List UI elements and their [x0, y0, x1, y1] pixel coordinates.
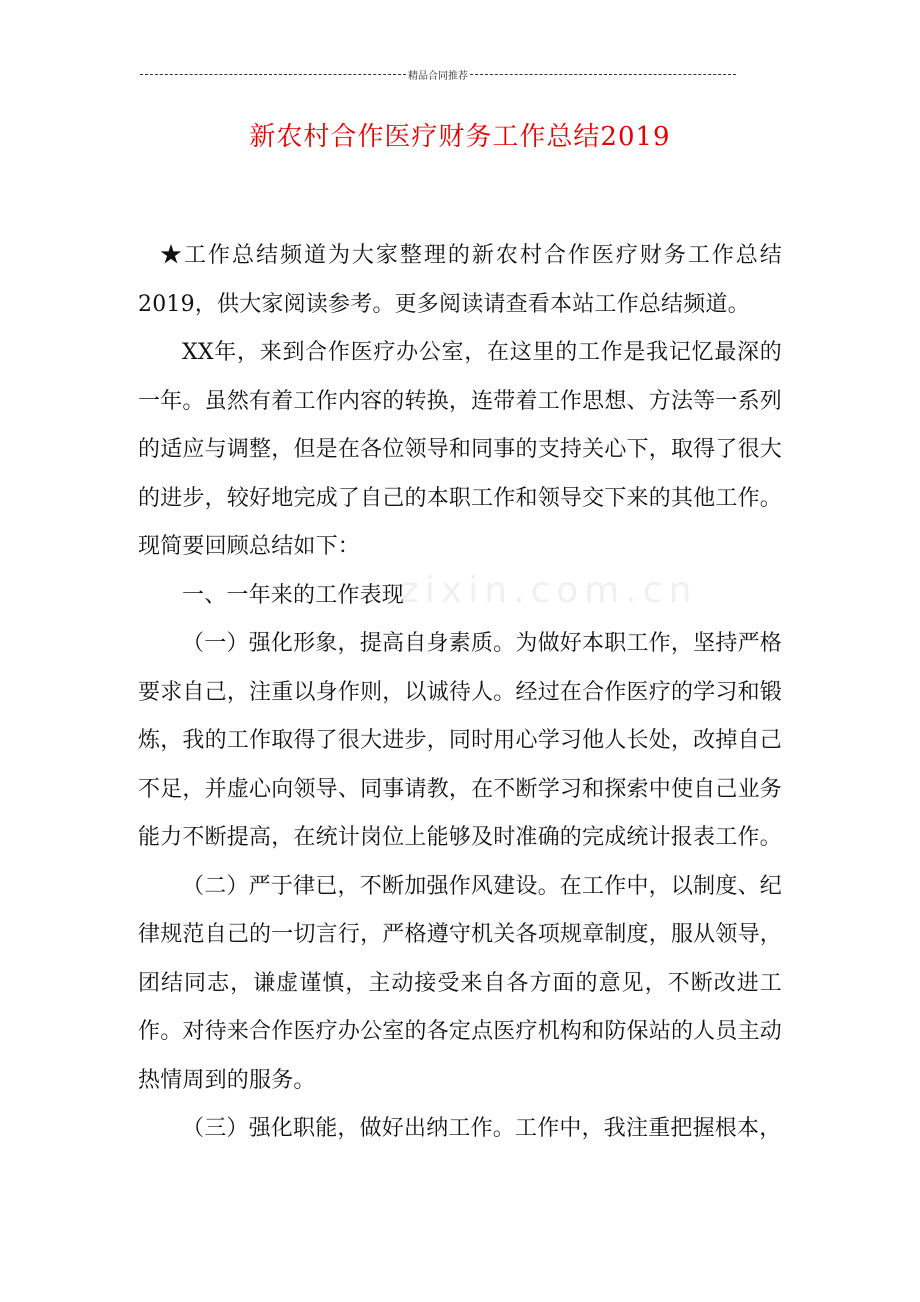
watermark: zixin.com.cn	[400, 570, 698, 611]
document-title: 新农村合作医疗财务工作总结2019	[249, 122, 671, 152]
body-paragraph: （一）强化形象，提高自身素质。为做好本职工作，坚持严格要求自己，注重以身作则，以诚待人。经过在合作医疗的学习和锻炼，我的工作取得了很大进步，同时用心学习他人长处，改掉自己不足，并虚心向领导、同事请教，在不断学习和探索中使自己业务能力不断提高，在统计岗位上能够及时准确的完成统计报表工作。	[138, 631, 782, 850]
intro-paragraph: ★工作总结频道为大家整理的新农村合作医疗财务工作总结2019，供大家阅读参考。更多阅读请查看本站工作总结频道。	[138, 243, 782, 317]
header-dashed-line-right	[470, 74, 736, 75]
section-heading: 一、一年来的工作表现	[182, 582, 405, 608]
header-label: 精品合同推荐	[408, 70, 468, 82]
body-paragraph: （二）严于律已，不断加强作风建设。在工作中，以制度、纪律规范自己的一切言行，严格遵守机关各项规章制度，服从领导，团结同志，谦虚谨慎，主动接受来自各方面的意见，不断改进工作。对待来合作医疗办公室的各定点医疗机构和防保站的人员主动热情周到的服务。	[138, 873, 782, 1093]
document-body	[138, 232, 782, 1154]
body-paragraph: XX年，来到合作医疗办公室，在这里的工作是我记忆最深的一年。虽然有着工作内容的转换，连带着工作思想、方法等一系列的适应与调整，但是在各位领导和同事的支持关心下，取得了很大的进步，较好地完成了自己的本职工作和领导交下来的其他工作。现简要回顾总结如下：	[138, 340, 782, 559]
body-paragraph: （三）强化职能，做好出纳工作。工作中，我注重把握根本，	[182, 1116, 782, 1141]
header-dashed-line-left	[140, 74, 406, 75]
header-rule	[140, 66, 736, 82]
